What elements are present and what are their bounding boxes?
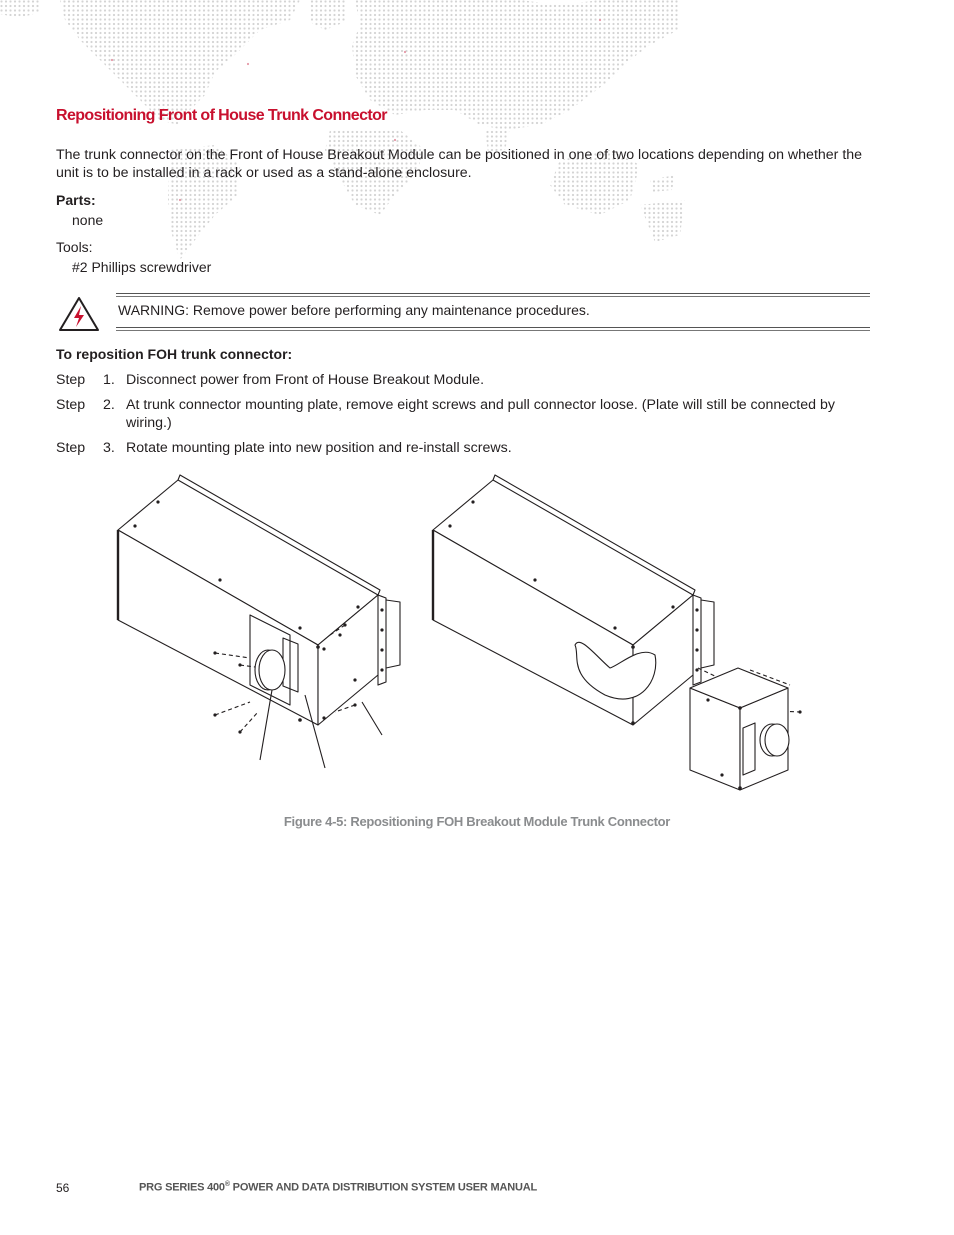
step-text: At trunk connector mounting plate, remove eight screws and pull connector loose. (Plate will still be connected by wiring.): [126, 397, 835, 431]
step-text: Rotate mounting plate into new position and re-install screws.: [126, 440, 512, 456]
parts-value: none: [72, 212, 104, 228]
procedure-step: [56, 371, 874, 391]
page-number: 56: [56, 1181, 70, 1195]
procedure-heading: To reposition FOH trunk connector:: [56, 346, 293, 362]
module-before: [118, 475, 400, 768]
step-number: 2.: [103, 397, 115, 413]
intro-paragraph: The trunk connector on the Front of House Breakout Module can be positioned in one of two locations depending on whether the unit is to be installed in a rack or used as a stand-alone enclosure.: [56, 147, 863, 181]
procedure-step: [56, 439, 874, 459]
world-map-background: [0, 0, 954, 270]
procedure-step: [56, 396, 874, 434]
manual-title-pre: PRG SERIES 400: [139, 1181, 225, 1194]
manual-title-post: POWER AND DATA DISTRIBUTION SYSTEM USER MANUAL: [229, 1181, 537, 1194]
figure-caption: Figure 4-5: Repositioning FOH Breakout Module Trunk Connector: [283, 814, 671, 829]
step-label: Step: [56, 440, 86, 456]
foh-module-drawing: [100, 470, 820, 805]
warning-callout: [56, 293, 870, 333]
step-label: Step: [56, 372, 86, 388]
section-title: Repositioning Front of House Trunk Connector: [56, 107, 387, 124]
running-footer: [139, 1181, 537, 1194]
parts-label: Parts:: [56, 192, 96, 208]
step-text: Disconnect power from Front of House Breakout Module.: [126, 372, 485, 388]
warning-text: WARNING: Remove power before performing any maintenance procedures.: [118, 302, 590, 318]
tools-label: Tools:: [56, 239, 93, 255]
registered-mark: ®: [224, 1181, 230, 1188]
step-label: Step: [56, 397, 86, 413]
step-number: 1.: [103, 372, 115, 388]
high-voltage-warning-icon: [58, 296, 100, 332]
tools-value: #2 Phillips screwdriver: [72, 259, 212, 275]
module-after: [433, 475, 800, 790]
step-number: 3.: [103, 440, 115, 456]
